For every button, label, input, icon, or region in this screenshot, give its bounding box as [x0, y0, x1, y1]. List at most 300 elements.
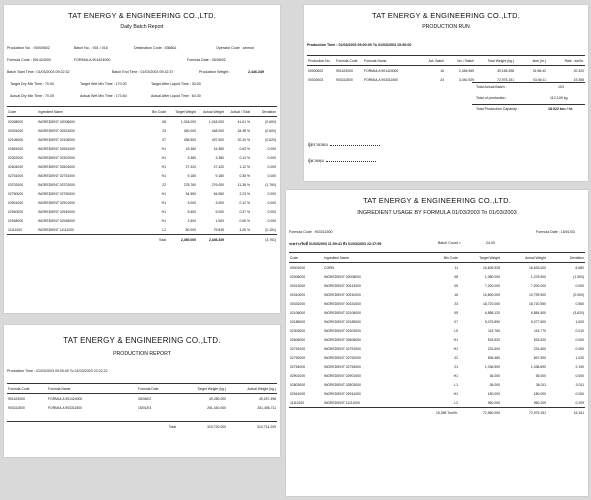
cell: 1.500	[215, 218, 224, 223]
table-row	[7, 403, 277, 412]
cell: 00001000	[290, 265, 306, 270]
cell: INGREDIENT 02750000	[38, 191, 75, 196]
cell: INGREDIENT 02803000	[324, 382, 361, 387]
table-row	[7, 216, 277, 225]
cell: 15.380	[213, 146, 224, 151]
target-wet-mix: Target Wet Mix Time : 170.00	[80, 82, 127, 86]
cell: 3.380	[215, 155, 224, 160]
col-formula-name: Formula Name	[47, 384, 137, 394]
summary-divider	[472, 82, 585, 83]
cell: FORMULA 903311500	[48, 405, 83, 410]
table-row	[7, 171, 277, 180]
table-row	[289, 380, 585, 389]
cell: H1	[453, 373, 458, 378]
cell: 00331000	[290, 301, 306, 306]
table-row	[289, 326, 585, 335]
cell: INGREDIENT 02752000	[324, 355, 361, 360]
cell: 23	[454, 301, 458, 306]
cell: 7,200.000	[530, 283, 546, 288]
cell: 80.000	[185, 227, 196, 232]
actual-after-liquid: Actual After Liquid Time : 64.30	[151, 94, 201, 98]
cell: H1	[161, 218, 166, 223]
total-actual-batch-label: Total Actual Batch :	[476, 85, 507, 89]
cell: FORMULA 901424000	[364, 68, 399, 73]
cell: 02752000	[290, 355, 306, 360]
cell: 72,975.151	[497, 77, 514, 82]
cell: 02604000	[8, 164, 24, 169]
cell: H1	[161, 146, 166, 151]
supervisor-label: ผู้ควบคุม	[308, 158, 324, 163]
table-row	[289, 299, 585, 308]
cell: 39,165.498	[497, 68, 514, 73]
col-ingredient-name: Ingredient Name	[323, 253, 423, 263]
cell: 08	[454, 274, 458, 279]
report-title: PRODUCTION RUN	[422, 24, 470, 30]
cell: 960.209	[533, 400, 546, 405]
col-actual-weight: Actual Weight	[501, 253, 547, 263]
cell: 903311500	[8, 405, 25, 410]
cell: (0.600)	[265, 119, 276, 124]
col-rate: Rate : ton/hr.	[547, 56, 585, 66]
production-no: Production No. : 00000602	[7, 46, 50, 50]
cell: 3,040.929	[458, 77, 474, 82]
cell: 22	[454, 355, 458, 360]
total-actual: 310,714.209	[227, 422, 277, 432]
cell: (0.151)	[265, 227, 276, 232]
cell: 20.320	[573, 68, 584, 73]
cell: 11	[454, 265, 458, 270]
total-capacity-label: Total Production Capacity :	[476, 107, 519, 111]
destination-code: Destination Code : 536661	[134, 46, 177, 50]
cell: 231.600	[533, 346, 546, 351]
cell: 36.000	[489, 382, 500, 387]
cell: 20.34 %	[237, 137, 250, 142]
table-row	[289, 362, 585, 371]
table-row	[289, 308, 585, 317]
cell: 276.000	[211, 182, 224, 187]
table-row	[7, 207, 277, 216]
cell: 08	[162, 119, 166, 124]
cell: 115.760	[487, 328, 500, 333]
cell: 448.000	[211, 128, 224, 133]
inspector-label: ผู้ตรวจสอบ	[308, 142, 328, 147]
table-header-row	[307, 56, 585, 66]
cell: 01:56:42	[532, 68, 546, 73]
cell: 03:46:11	[533, 77, 546, 82]
batch-count-value: 24.00	[486, 241, 495, 245]
cell: INGREDIENT 02751000	[38, 173, 75, 178]
cell: INGREDIENT 02751000	[324, 346, 361, 351]
cell: 79.849	[213, 227, 224, 232]
cell: (1.760)	[265, 182, 276, 187]
production-report-table	[7, 383, 277, 431]
cell: 180.000	[487, 391, 500, 396]
cell: INGREDIENT 02901000	[324, 373, 361, 378]
cell: 2,446.969	[458, 68, 474, 73]
cell: 0.550	[575, 301, 584, 306]
cell: 3.26 %	[239, 227, 250, 232]
cell: 3.380	[187, 155, 196, 160]
cell: H1	[161, 155, 166, 160]
cell: 5,075.890	[484, 319, 500, 324]
col-code: Code	[7, 107, 37, 117]
cell: (0.500)	[573, 292, 584, 297]
col-formula-code: Formula Code	[335, 56, 363, 66]
cell: 1.020	[575, 355, 584, 360]
cell: 36.011	[535, 382, 546, 387]
cell: 1,018.000	[208, 119, 224, 124]
cell: 3.000	[215, 200, 224, 205]
table-row	[289, 290, 585, 299]
cell: 498.500	[183, 137, 196, 142]
col-bin-code: Bin Code	[423, 253, 459, 263]
cell: 02008000	[290, 274, 306, 279]
col-total-weight: Total Weight (kg.)	[475, 56, 515, 66]
cell: 1,080.000	[484, 274, 500, 279]
cell: 23	[162, 128, 166, 133]
production-time-range: Production Time : 01/03/2003 09:00:00 To 01/03/2003 22:22:22	[7, 369, 108, 373]
cell: 0.000	[267, 191, 276, 196]
company-title: TAT ENERGY & ENGINEERING CO.,LTD.	[362, 196, 511, 205]
total-target: 310,720.000	[177, 422, 227, 432]
cell: 27.420	[213, 164, 224, 169]
cell: INGREDIENT 00331000	[324, 301, 361, 306]
total-label: Total	[137, 422, 177, 432]
cell: 27.420	[185, 164, 196, 169]
cell: 7,200.000	[484, 283, 500, 288]
table-row	[289, 398, 585, 408]
total-row	[7, 422, 277, 432]
formula-date: Formula Date : 05/08/02	[187, 58, 226, 62]
col-no-per-batch: No. / Batch	[445, 56, 475, 66]
cell: 261,440.000	[207, 405, 226, 410]
cell	[7, 412, 277, 422]
summary-divider-2	[472, 104, 585, 105]
cell: INGREDIENT 02106000	[38, 137, 75, 142]
batch-ingredient-table	[7, 106, 277, 244]
table-header-row	[289, 253, 585, 263]
cell: H1	[453, 337, 458, 342]
cell: H1	[161, 173, 166, 178]
col-code: Code	[289, 253, 323, 263]
cell: 24	[440, 77, 444, 82]
target-dry-mix: Target Dry Mix Time : 70.00	[10, 82, 54, 86]
cell: 1.12 %	[239, 164, 250, 169]
cell: 1,038.690	[530, 364, 546, 369]
cell: 0.12 %	[239, 200, 250, 205]
cell: H1	[453, 346, 458, 351]
cell	[7, 235, 37, 245]
cell: 9.180	[215, 173, 224, 178]
company-title: TAT ENERGY & ENGINEERING CO.,LTD.	[371, 11, 520, 20]
cell: 1.620	[575, 319, 584, 324]
total-actual: 2,446.349	[197, 235, 225, 245]
total-row	[289, 408, 585, 418]
cell: 03702000	[8, 182, 24, 187]
cell: 6.680	[575, 265, 584, 270]
table-row	[7, 162, 277, 171]
cell: 02651000	[8, 146, 24, 151]
table-row	[289, 317, 585, 326]
cell: 9.000	[215, 209, 224, 214]
actual-dry-mix: Actual Dry Mix Time : 70.00	[10, 94, 54, 98]
cell	[289, 408, 323, 418]
cell	[37, 235, 137, 245]
company-title: TAT ENERGY & ENGINEERING CO.,LTD.	[67, 11, 216, 20]
table-header-row	[7, 107, 277, 117]
cell: L2	[162, 227, 166, 232]
col-time: time (hr.)	[515, 56, 547, 66]
batch-end: Batch End Time : 01/03/2003 09:32:37	[112, 70, 174, 74]
cell: 9.180	[187, 173, 196, 178]
batch-no: Batch No. : 001 / 016	[74, 46, 108, 50]
cell: 02185000	[290, 319, 306, 324]
cell	[323, 408, 423, 418]
cell: 0.37 %	[239, 209, 250, 214]
cell: 00310000	[290, 292, 306, 297]
col-target-weight: Target Weight	[459, 253, 501, 263]
table-row	[7, 189, 277, 198]
col-formula-code: Formula Code	[7, 384, 47, 394]
cell: 0.000	[267, 209, 276, 214]
cell: 02948000	[8, 218, 24, 223]
cell: 10,799.500	[529, 292, 546, 297]
cell: 07	[454, 319, 458, 324]
production-report	[4, 325, 280, 457]
cell: 21	[454, 364, 458, 369]
cell: 180.000	[533, 391, 546, 396]
cell: 1.500	[187, 218, 196, 223]
usage-time-range: ระหว่างวันที่ 01/03/2003 11:59:41 ถึง 01/03/2003 22:17:59	[289, 242, 382, 246]
cell: 115.770	[533, 328, 546, 333]
cell: 903311500	[336, 77, 353, 82]
cell: 02106000	[8, 137, 24, 142]
cell: 02803000	[290, 382, 306, 387]
formula-name: FORMULA 901424000	[74, 58, 111, 62]
table-row	[7, 144, 277, 153]
cell: 1,036.500	[484, 364, 500, 369]
cell: 18,720.000	[483, 301, 500, 306]
cell: 0.000	[267, 164, 276, 169]
cell: L5	[454, 328, 458, 333]
cell: 533.520	[487, 337, 500, 342]
cell: 11111000	[8, 227, 23, 232]
cell: INGREDIENT 00331000	[38, 128, 75, 133]
table-row	[289, 335, 585, 344]
cell: 02303000	[290, 328, 306, 333]
col-target-weight: Target Weight	[167, 107, 197, 117]
cell: H1	[161, 164, 166, 169]
formula-date: Formula Date : 15/01/03	[536, 230, 575, 234]
cell: (0.620)	[265, 137, 276, 142]
col-act-batch: Act. Batch	[423, 56, 445, 66]
total-deviation: 15.151	[547, 408, 585, 418]
batch-start: Batch Start Time : 01/03/2003 09:22:32	[7, 70, 70, 74]
production-time-range: Production Time : 01/03/2003 09:00:00 To 01/03/2003 15:30:00	[307, 43, 412, 47]
company-title: TAT ENERGY & ENGINEERING CO.,LTD.	[63, 336, 221, 345]
cell: 0.000	[575, 346, 584, 351]
cell: 18.38 %	[237, 128, 250, 133]
col-deviation: Deviation	[251, 107, 277, 117]
production-weight-value: 2,446.349	[248, 70, 264, 74]
cell: 36.000	[489, 373, 500, 378]
cell: INGREDIENT 02302000	[38, 155, 75, 160]
supervisor-signature	[308, 157, 376, 164]
cell: 16,605.528	[483, 265, 500, 270]
table-row	[289, 371, 585, 380]
cell: INGREDIENT 02606000	[324, 337, 361, 342]
cell: 02606000	[290, 337, 306, 342]
cell: 22	[162, 182, 166, 187]
total-deviation: (3.761)	[251, 235, 277, 245]
cell: 0.000	[575, 391, 584, 396]
cell: L1	[454, 382, 458, 387]
col-production-no: Production No.	[307, 56, 335, 66]
col-actual-total: Actual / Total	[225, 107, 251, 117]
cell: 0.000	[267, 218, 276, 223]
cell: 0.209	[575, 400, 584, 405]
cell: 02901000	[290, 373, 306, 378]
cell: INGREDIENT 02754000	[324, 364, 361, 369]
cell: INGREDIENT 00313000	[324, 283, 361, 288]
cell: 49,257.498	[259, 396, 276, 401]
target-after-liquid: Target After Liquid Time : 30.00	[151, 82, 201, 86]
cell: 0.010	[575, 328, 584, 333]
cell: 901424000	[336, 68, 353, 73]
cell: 497.500	[211, 137, 224, 142]
cell: 901424000	[8, 396, 25, 401]
col-formula-date: Formula Date	[137, 384, 177, 394]
cell: 0.06 %	[239, 218, 250, 223]
spacer-row	[7, 412, 277, 422]
cell: 960.000	[487, 400, 500, 405]
cell: H1	[161, 200, 166, 205]
cell: 02901000	[8, 200, 24, 205]
table-row	[7, 225, 277, 235]
cell: H1	[453, 391, 458, 396]
formula-code: Formula Code : 901424000	[7, 58, 51, 62]
cell: 0.14 %	[239, 155, 250, 160]
cell: 00313000	[290, 283, 306, 288]
cell: 18,720.550	[529, 301, 546, 306]
cell: 0.000	[267, 155, 276, 160]
cell: 11.38 %	[237, 182, 250, 187]
cell: 19.358	[573, 77, 584, 82]
report-title: PRODUCTION REPORT	[113, 351, 171, 357]
table-row	[7, 117, 277, 127]
cell: 5,077.500	[530, 319, 546, 324]
inspector-signature	[308, 141, 380, 148]
cell: 41.61 %	[237, 119, 250, 124]
table-row	[7, 135, 277, 144]
cell: 15/01/03	[138, 405, 152, 410]
table-row	[289, 344, 585, 353]
cell: 0.000	[575, 337, 584, 342]
ingredient-usage-report	[286, 190, 588, 496]
cell: INGREDIENT 11111000	[324, 400, 360, 405]
cell: INGREDIENT 02941000	[324, 391, 361, 396]
daily-batch-report	[4, 5, 280, 313]
table-header-row	[7, 384, 277, 394]
cell: 0.011	[575, 382, 584, 387]
cell: L2	[454, 400, 458, 405]
cell: 0.000	[267, 173, 276, 178]
col-target-weight: Target Weight (kg.)	[177, 384, 227, 394]
cell: INGREDIENT 02948000	[38, 218, 75, 223]
cell: 0.63 %	[239, 146, 250, 151]
cell: INGREDIENT 02651000	[38, 146, 75, 151]
cell: 0.000	[575, 373, 584, 378]
total-actual-batch-value: 103	[558, 85, 564, 89]
cell: 00000602	[308, 68, 324, 73]
cell: 02106000	[290, 310, 306, 315]
cell: (3.620)	[573, 310, 584, 315]
cell: 0.38 %	[239, 173, 250, 178]
signature-line	[330, 145, 380, 146]
cell: 02754000	[290, 364, 306, 369]
cell: 16	[454, 292, 458, 297]
cell: INGREDIENT 11111000	[38, 227, 74, 232]
total-production-value: 112,109 kg.	[550, 96, 569, 100]
cell: H1	[161, 191, 166, 196]
cell: 2.23 %	[239, 191, 250, 196]
cell: 450.000	[183, 128, 196, 133]
cell: INGREDIENT 02008000	[324, 274, 361, 279]
cell: 07	[162, 137, 166, 142]
signature-line	[326, 161, 376, 162]
cell: (1.500)	[573, 274, 584, 279]
col-bin-code: Bin Code	[137, 107, 167, 117]
cell: 837.500	[533, 355, 546, 360]
cell: 02751000	[8, 173, 24, 178]
table-row	[7, 126, 277, 135]
cell: 15.360	[185, 146, 196, 151]
cell: INGREDIENT 02106000	[324, 310, 361, 315]
production-run-report	[304, 5, 588, 181]
table-row	[7, 180, 277, 189]
cell: 02751000	[290, 346, 306, 351]
table-row	[289, 263, 585, 273]
table-row	[307, 66, 585, 76]
table-row	[289, 281, 585, 290]
cell: 6,884.500	[530, 310, 546, 315]
table-row	[7, 394, 277, 404]
cell: 836.480	[487, 355, 500, 360]
cell: 1,078.500	[530, 274, 546, 279]
cell: 0.000	[267, 146, 276, 151]
cell: 36.000	[535, 373, 546, 378]
production-weight-label: Production Weight :	[199, 70, 231, 74]
cell: 02302000	[8, 155, 24, 160]
cell: INGREDIENT 02185000	[324, 319, 361, 324]
total-actual: 72,975.151	[501, 408, 547, 418]
cell: 05/06/02	[138, 396, 152, 401]
table-row	[289, 389, 585, 398]
table-row	[7, 153, 277, 162]
cell: 00331000	[8, 128, 24, 133]
cell: 16,633.000	[529, 265, 546, 270]
cell: 10,800.000	[483, 292, 500, 297]
production-run-table	[307, 55, 585, 84]
cell: 00002603	[308, 77, 324, 82]
cell: INGREDIENT 02604000	[38, 164, 75, 169]
col-deviation: Deviation	[547, 253, 585, 263]
cell: 1,018.000	[180, 119, 196, 124]
cell: 278.760	[183, 182, 196, 187]
cell: CORN	[324, 265, 334, 270]
col-actual-weight: Actual Weight (kg.)	[227, 384, 277, 394]
cell	[7, 422, 47, 432]
